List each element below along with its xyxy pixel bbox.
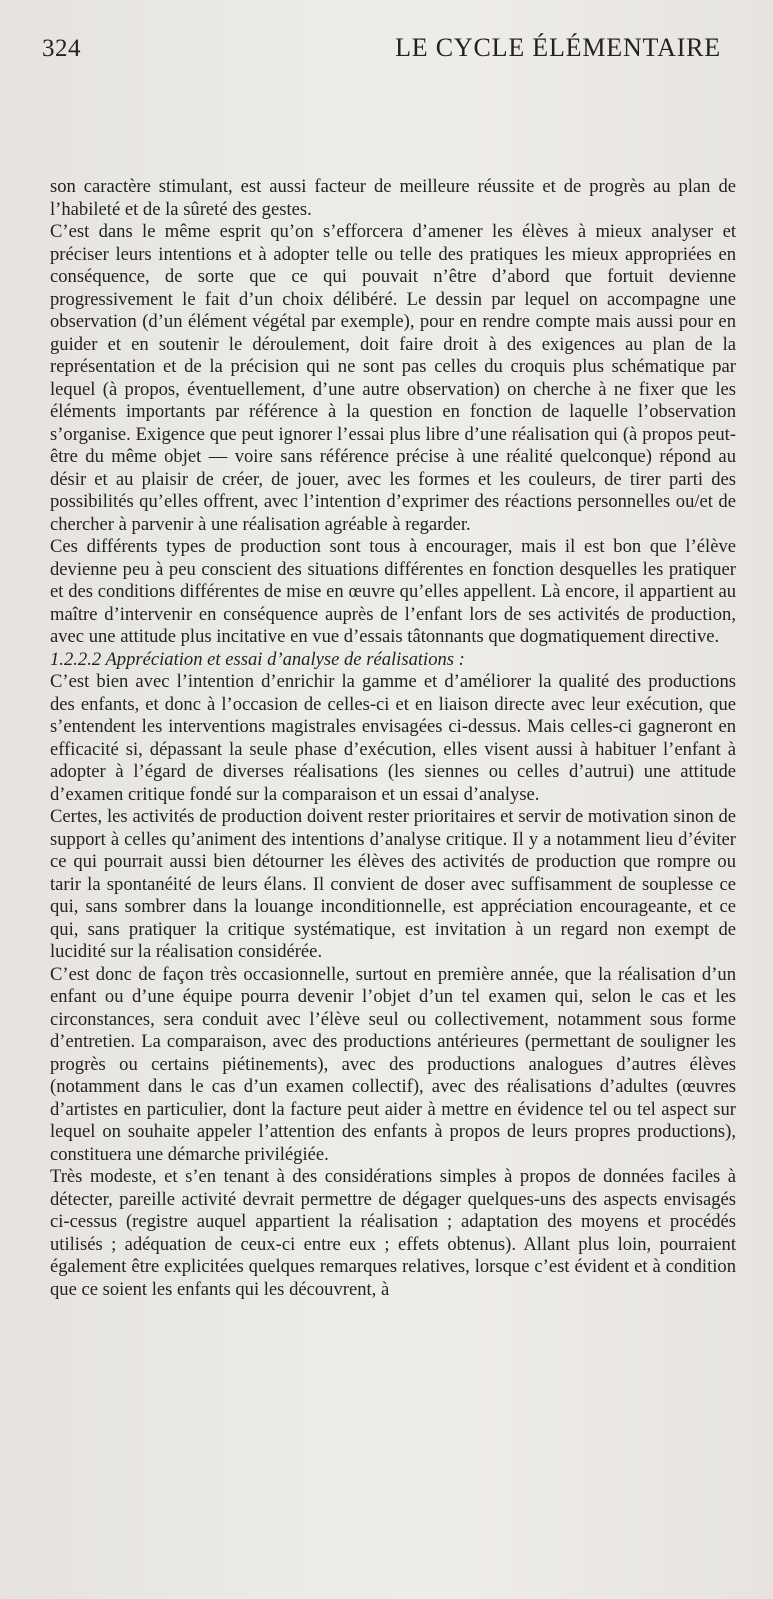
running-head: LE CYCLE ÉLÉMENTAIRE: [395, 33, 721, 62]
section-heading: 1.2.2.2 Appréciation et essai d’analyse de réalisations :: [50, 648, 465, 670]
paragraph: C’est donc de façon très occasionnelle, surtout en première année, que la réalisation d’un enfant ou d’une équipe pourra devenir l’objet d’un tel examen qui, selon le cas et les circonstances, sera conduit avec l’élève seul ou collectivement, notamment sous forme d’entretien. La comparaison, avec des productions antérieures (permettant de souligner les progrès ou certains piétinements), avec des productions analogues d’autres élèves (notamment dans le cas d’un examen collectif), avec des réalisations d’adultes (œuvres d’artistes en particulier, dont la facture peut aider à mettre en évidence tel ou tel aspect sur lequel on souhaite appeler l’attention des enfants à propos de leurs propres productions), constituera une démarche privilégiée.: [50, 963, 736, 1165]
paragraph: Très modeste, et s’en tenant à des considérations simples à propos de données faciles à détecter, pareille activité devrait permettre de dégager quelques-uns des aspects envisagés ci-cessus (registre auquel appartient la réalisation ; adaptation des moyens et procédés utilisés ; adéquation de ceux-ci entre eux ; effets obtenus). Allant plus loin, pourraient également être explicitées quelques remarques relatives, lorsque c’est évident et à condition que ce soient les enfants qui les découvrent, à: [50, 1166, 736, 1300]
paragraph: Certes, les activités de production doivent rester prioritaires et servir de motivation sinon de support à celles qu’animent des intentions d’analyse critique. Il y a notamment lieu d’éviter ce qui pourrait aussi bien détourner les élèves des activités de production que rompre ou tarir la spontanéité de leurs élans. Il convient de doser avec suffisamment de souplesse ce qui, sans sombrer dans la louange inconditionnelle, est appréciation encourageante, et ce qui, sans pratiquer la critique systématique, est invitation à un regard non exempt de lucidité sur la réalisation considérée.: [50, 806, 736, 962]
page-number: 324: [42, 35, 81, 62]
paragraph: C’est dans le même esprit qu’on s’efforcera d’amener les élèves à mieux analyser et préciser leurs intentions et à adopter telle ou telle des pratiques les mieux appropriées en conséquence, de sorte que ce qui pouvait n’être d’abord que fortuit devienne progressivement le fait d’un choix délibéré. Le dessin par lequel on accompagne une observation (d’un élément végétal par exemple), pour en rendre compte mais aussi pour en guider et en soutenir le déroulement, doit faire droit à des exigences au plan de la représentation et de la précision qui ne sont pas celles du croquis plus schématique par lequel (à propos, éventuellement, d’une autre observation) on cherche à ne fixer que les éléments importants par référence à la question en fonction de laquelle l’observation s’organise. Exigence que peut ignorer l’essai plus libre d’une réalisation qui (à propos peut-être du même objet — voire sans référence précise à une réalité quelconque) répond au désir et au plaisir de créer, de jouer, avec les formes et les couleurs, de tirer parti des possibilités qu’elles offrent, avec l’intention d’exprimer des réactions personnelles ou/et de chercher à parvenir à une réalisation agréable à regarder.: [50, 221, 736, 535]
paragraph: son caractère stimulant, est aussi facteur de meilleure réussite et de progrès au plan de l’habileté et de la sûreté des gestes.: [50, 176, 736, 220]
paragraph: Ces différents types de production sont tous à encourager, mais il est bon que l’élève devienne peu à peu conscient des situations différentes en fonction desquelles les pratiquer et des conditions différentes de mise en œuvre qu’elles appellent. Là encore, il appartient au maître d’intervenir en conséquence auprès de l’enfant lors de ses activités de production, avec une attitude plus incitative en vue d’essais tâtonnants que dogmatiquement directive.: [50, 536, 736, 647]
page-header: [42, 33, 721, 73]
body-text: [50, 176, 736, 1301]
paragraph: C’est bien avec l’intention d’enrichir la gamme et d’améliorer la qualité des productions des enfants, et donc à l’occasion de celles-ci et en liaison directe avec leur exécution, que s’entendent les interventions magistrales envisagées ci-dessus. Mais celles-ci gagneront en efficacité si, dépassant la seule phase d’exécution, elles visent aussi à habituer l’enfant à adopter à l’égard de diverses réalisations (les siennes ou celles d’autrui) une attitude d’examen critique fondé sur la comparaison et un essai d’analyse.: [50, 671, 736, 805]
